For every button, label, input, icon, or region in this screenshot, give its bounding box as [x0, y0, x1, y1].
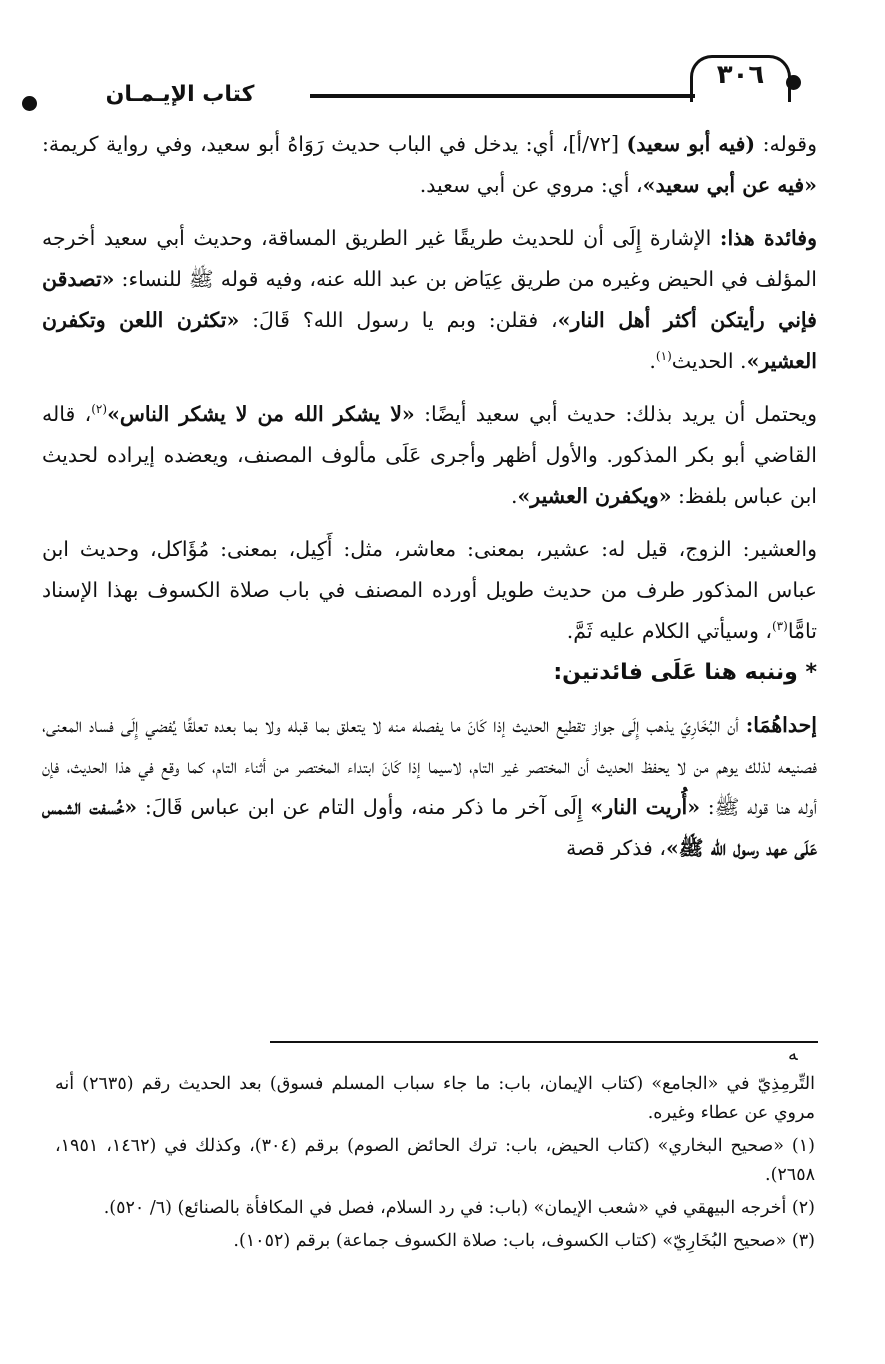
footnote-1: (١) «صحيح البخاري» (كتاب الحيض، باب: ترك الحائض الصوم) برقم (٣٠٤)، وكذلك في (١٤٦٢، ١٩٥١، ٢٦٥٨). — [55, 1136, 815, 1185]
page-number: ٣٠٦ — [716, 60, 765, 90]
hadith-quote: «ويكفرن العشير» — [517, 484, 672, 508]
text-run: . — [510, 484, 518, 508]
footnote-separator — [270, 1041, 818, 1043]
footnote-3: (٣) «صحيح البُخَارِيّ» (كتاب الكسوف، باب: صلاة الكسوف جماعة) برقم (١٠٥٢). — [233, 1231, 815, 1251]
text-run: ، قاله القاضي أبو بكر المذكور. والأول أظهر وأجرى عَلَى مألوف المصنف، ويعضده إيراده لحديث ابن عباس بلفظ: — [42, 402, 817, 508]
bold-run: (فيه أبو سعيد) — [626, 132, 756, 156]
text-run: ، فقلن: وبم يا رسول الله؟ قَالَ: — [239, 308, 558, 332]
text-run: . الحديث — [671, 349, 747, 373]
main-text — [42, 124, 817, 869]
header-rule — [310, 94, 695, 98]
footnote-ref: (٣) — [771, 619, 788, 634]
text-run: . — [649, 349, 656, 373]
text-run: ويحتمل أن يريد بذلك: حديث أبي سعيد أيضًا: — [414, 402, 817, 426]
section-heading — [42, 652, 817, 693]
text-run: [٧٢/أ]، أي: يدخل في الباب حديث رَوَاهُ أبو سعيد، وفي رواية كريمة: — [42, 132, 627, 156]
paragraph-5 — [42, 705, 817, 869]
text-run: والعشير: الزوج، قيل له: عشير، بمعنى: معاشر، مثل: أَكِيل، بمعنى: مُؤَاكل، وحديث ابن عباس المذكور طرف من حديث طويل أورده المصنف في باب صلاة الكسوف بهذا الإسناد تامًّا — [42, 537, 817, 643]
bold-run: «فيه عن أبي سعيد» — [642, 173, 817, 197]
footnotes — [55, 1070, 815, 1260]
text-run: أن البُخَارِيّ يذهب إِلَى جواز تقطيع الحديث إذا كَانَ ما يفصله منه لا يتعلق بما قبله ولا بما بعده تعلقًا يُفضي إِلَى فساد المعنى، فصنيعه لذلك يوهم من لا يحفظ الحديث أن المختصر غير التام، لاسيما إذا كَانَ ابتداء المختصر من أثناء التام، كما وقع في هذا الحديث، فإن أوله هنا قوله ﷺ: — [42, 713, 817, 819]
footnote-continuation: التِّرمِذِيّ في «الجامع» (كتاب الإيمان، باب: ما جاء سباب المسلم فسوق) بعد الحديث رقم (٢٦٣٥) أنه مروي عن عطاء وغيره. — [55, 1074, 816, 1123]
hadith-quote: «تصدقن فإني رأيتكن أكثر أهل النار» — [42, 267, 817, 332]
footnote-ref: (١) — [655, 349, 672, 364]
text-run: الإشارة إِلَى أن للحديث طريقًا غير الطريق المساقة، وحديث أبي سعيد أخرجه المؤلف في الحيض وغيره من طريق عِيَاض بن عبد الله عنه، وفيه قوله ﷺ للنساء: — [42, 226, 817, 291]
hadith-quote: «تكثرن اللعن وتكفرن العشير» — [42, 308, 817, 373]
hadith-quote: «خُسفت الشمس عَلَى عهد رسول الله ﷺ» — [42, 795, 817, 860]
heading-text: * وننبه هنا عَلَى فائدتين: — [553, 660, 817, 685]
hadith-quote: «أُريت النار» — [590, 795, 701, 819]
paragraph-3 — [42, 394, 817, 517]
paragraph-2 — [42, 218, 817, 382]
paragraph-4 — [42, 529, 817, 652]
bold-run: إحداهُمَا: — [745, 713, 817, 737]
bold-run: وفائدة هذا: — [719, 226, 817, 250]
text-run: وقوله: — [755, 132, 818, 156]
text-run: ، أي: مروي عن أبي سعيد. — [419, 173, 643, 197]
text-run: ، فذكر قصة — [566, 836, 666, 860]
text-run: إِلَى آخر ما ذكر منه، وأول التام عن ابن عباس قَالَ: — [137, 795, 591, 819]
header-ornament-dot-left — [22, 96, 37, 111]
footnote-ref: (٢) — [91, 402, 108, 417]
text-run: ، وسيأتي الكلام عليه ثَمَّ. — [566, 619, 772, 643]
header-ornament-dot-right — [786, 75, 801, 90]
chapter-title: كتاب الإيـمـان — [105, 82, 255, 107]
footnote-continuation-mark: ﻪ — [788, 1044, 798, 1065]
footnote-2: (٢) أخرجه البيهقي في «شعب الإيمان» (باب: في رد السلام، فصل في المكافأة بالصنائع) (٦/ ٥٢٠). — [103, 1198, 815, 1218]
paragraph-1 — [42, 124, 817, 206]
hadith-quote: «لا يشكر الله من لا يشكر الناس» — [107, 402, 415, 426]
